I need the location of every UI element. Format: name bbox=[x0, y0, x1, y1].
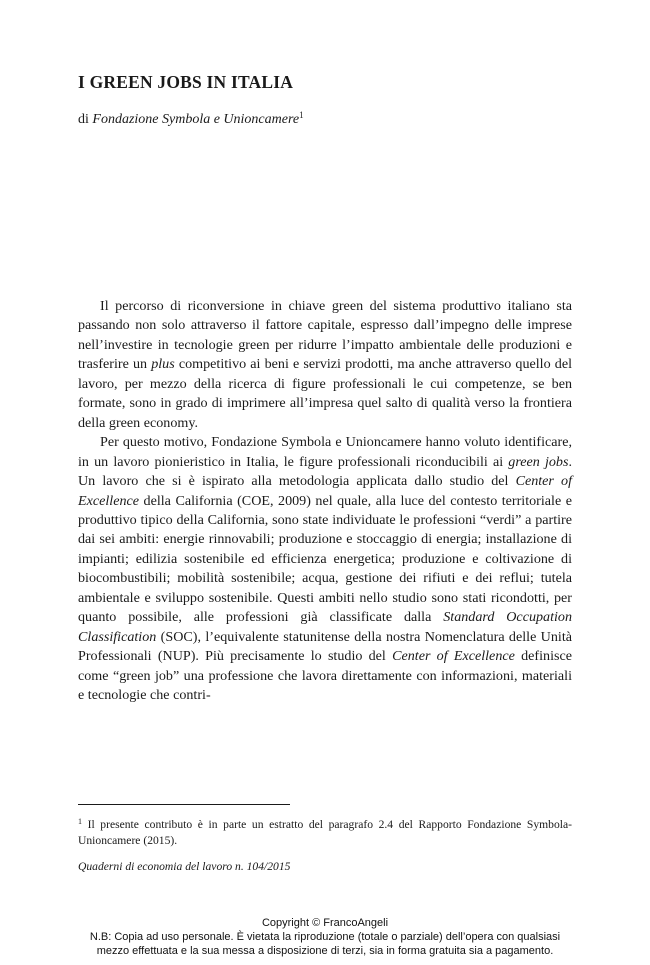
italic-term: green jobs bbox=[508, 453, 569, 470]
italic-term: plus bbox=[151, 356, 175, 373]
text-run: definisce come “green job” una professione che lavora direttamente con informazioni, materiali e tecnologie che contri- bbox=[78, 648, 572, 704]
byline-prefix: di bbox=[78, 112, 89, 127]
italic-term: Center of Excellence bbox=[78, 473, 572, 509]
copyright-notice bbox=[0, 916, 650, 958]
text-run: Il percorso di riconversione in chiave green del sistema produttivo italiano sta passando non solo attraverso il fattore capitale, espresso dall’impegno delle imprese nell’investire in tecnologie green per ridurre l’impatto ambientale delle produzioni e trasferire un bbox=[78, 298, 572, 373]
article-body bbox=[78, 297, 572, 706]
notice-line-2: mezzo effettuata e la sua messa a disposizione di terzi, sia in forma gratuita sia a pagamento. bbox=[96, 945, 554, 957]
text-run: della California (COE, 2009) nel quale, alla luce del contesto territoriale e produttivo tipico della California, sono state individuate le professioni “verdi” a partire dai sei ambiti: energie rinnovabili; produzione e stoccaggio di energia; installazione di impianti; edilizia sostenibile ed efficienza energetica; produzione e coltivazione di biocombustibili; mobilità sostenibile; acqua, gestione dei rifiuti e dei reflui; tutela ambientale e sviluppo sostenibile. Questi ambiti nello studio sono stati ricondotti, per quanto possibile, alle professioni già classificate dalla bbox=[78, 492, 572, 626]
italic-term: Standard Occupation Classification bbox=[78, 609, 573, 645]
footnote-text: Il presente contributo è in parte un estratto del paragrafo 2.4 del Rapporto Fondazione Symbola-Unioncamere (2015). bbox=[78, 818, 572, 847]
text-run: (SOC), l’equivalente statunitense della nostra Nomenclatura delle Unità Professionali (NUP). Più precisamente lo studio del bbox=[78, 628, 572, 665]
article-title: I GREEN JOBS IN ITALIA bbox=[78, 72, 294, 92]
copyright-line: Copyright © FrancoAngeli bbox=[261, 917, 389, 929]
byline-authors: Fondazione Symbola e Unioncamere bbox=[92, 112, 300, 127]
paragraph-2 bbox=[78, 433, 572, 705]
text-run: . Un lavoro che si è ispirato alla metodologia applicata dallo studio del bbox=[78, 453, 572, 490]
paragraph-1 bbox=[78, 297, 572, 433]
text-run: Per questo motivo, Fondazione Symbola e Unioncamere hanno voluto identificare, in un lavoro pionieristico in Italia, le figure professionali riconducibili ai bbox=[78, 434, 572, 470]
italic-term: Center of Excellence bbox=[392, 648, 515, 665]
text-run: competitivo ai beni e servizi prodotti, ma anche attraverso quello del lavoro, per mezzo della ricerca di figure professionali le cui competenze, se ben formate, sono in grado di imprimere all’impresa quel salto di qualità verso la frontiera della green economy. bbox=[78, 356, 572, 431]
article-byline bbox=[78, 110, 304, 128]
notice-line-1: N.B: Copia ad uso personale. È vietata la riproduzione (totale o parziale) dell’opera con qualsiasi bbox=[89, 931, 561, 943]
journal-reference: Quaderni di economia del lavoro n. 104/2015 bbox=[78, 860, 291, 873]
footnote-divider bbox=[78, 804, 290, 805]
footnote bbox=[78, 814, 572, 849]
footnote-reference[interactable]: 1 bbox=[299, 110, 304, 120]
footnote-marker: 1 bbox=[78, 817, 82, 826]
